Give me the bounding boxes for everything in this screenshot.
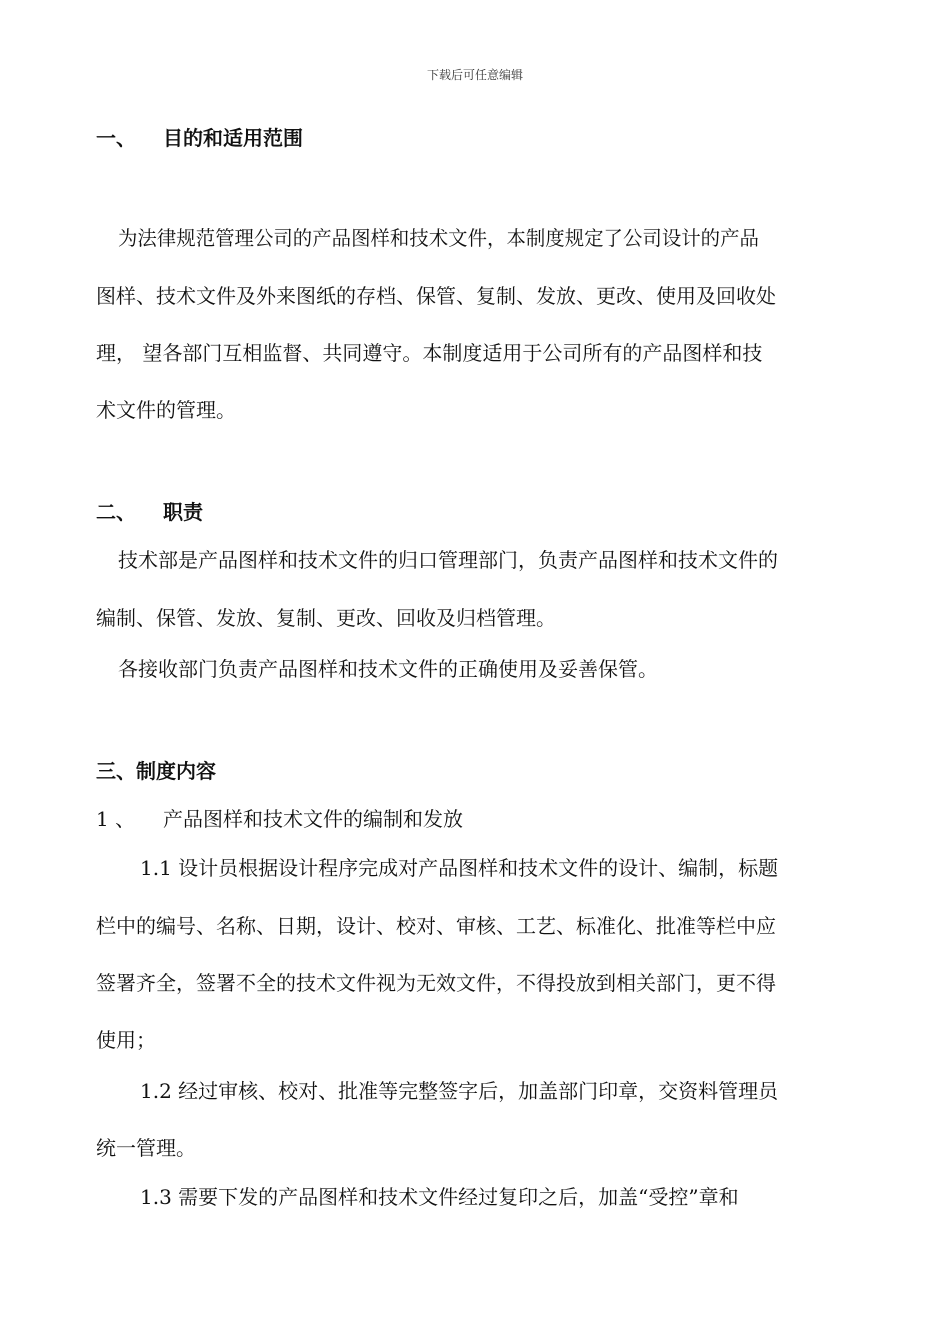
paragraph-line: 统一管理。	[96, 1136, 196, 1160]
paragraph-line: 编制、保管、发放、复制、更改、回收及归档管理。	[96, 606, 556, 630]
paragraph-line: 术文件的管理。	[96, 398, 236, 422]
page-header-note: 下载后可任意编辑	[426, 68, 523, 82]
paragraph-line: 栏中的编号、名称、日期，设计、校对、审核、工艺、标准化、批准等栏中应	[96, 914, 776, 938]
item-1-heading	[96, 803, 463, 832]
paragraph-line: 使用；	[96, 1028, 156, 1052]
paragraph-line: 理， 望各部门互相监督、共同遵守。本制度适用于公司所有的产品图样和技	[96, 341, 763, 365]
section-1-title: 目的和适用范围	[163, 126, 303, 150]
section-1-number: 一、	[96, 126, 136, 150]
paragraph-line: 1.2 经过审核、校对、批准等完整签字后，加盖部门印章，交资料管理员	[140, 1079, 779, 1103]
paragraph-line: 图样、技术文件及外来图纸的存档、保管、复制、发放、更改、使用及回收处	[96, 284, 776, 308]
paragraph-line: 技术部是产品图样和技术文件的归口管理部门，负责产品图样和技术文件的	[118, 548, 778, 572]
section-2-heading	[96, 496, 203, 525]
section-2-number: 二、	[96, 500, 136, 524]
paragraph-line: 1.1 设计员根据设计程序完成对产品图样和技术文件的设计、编制，标题	[140, 856, 779, 880]
section-1-heading	[96, 122, 303, 151]
item-1-title: 产品图样和技术文件的编制和发放	[163, 807, 463, 831]
section-2-title: 职责	[163, 500, 203, 524]
paragraph-line: 签署齐全，签署不全的技术文件视为无效文件，不得投放到相关部门，更不得	[96, 971, 776, 995]
paragraph-line: 各接收部门负责产品图样和技术文件的正确使用及妥善保管。	[118, 657, 658, 681]
section-3-heading: 三、制度内容	[96, 759, 216, 783]
paragraph-line: 1.3 需要下发的产品图样和技术文件经过复印之后，加盖“受控”章和	[140, 1185, 739, 1209]
item-1-number: 1 、	[96, 807, 136, 831]
paragraph-line: 为法律规范管理公司的产品图样和技术文件，本制度规定了公司设计的产品	[118, 226, 759, 250]
